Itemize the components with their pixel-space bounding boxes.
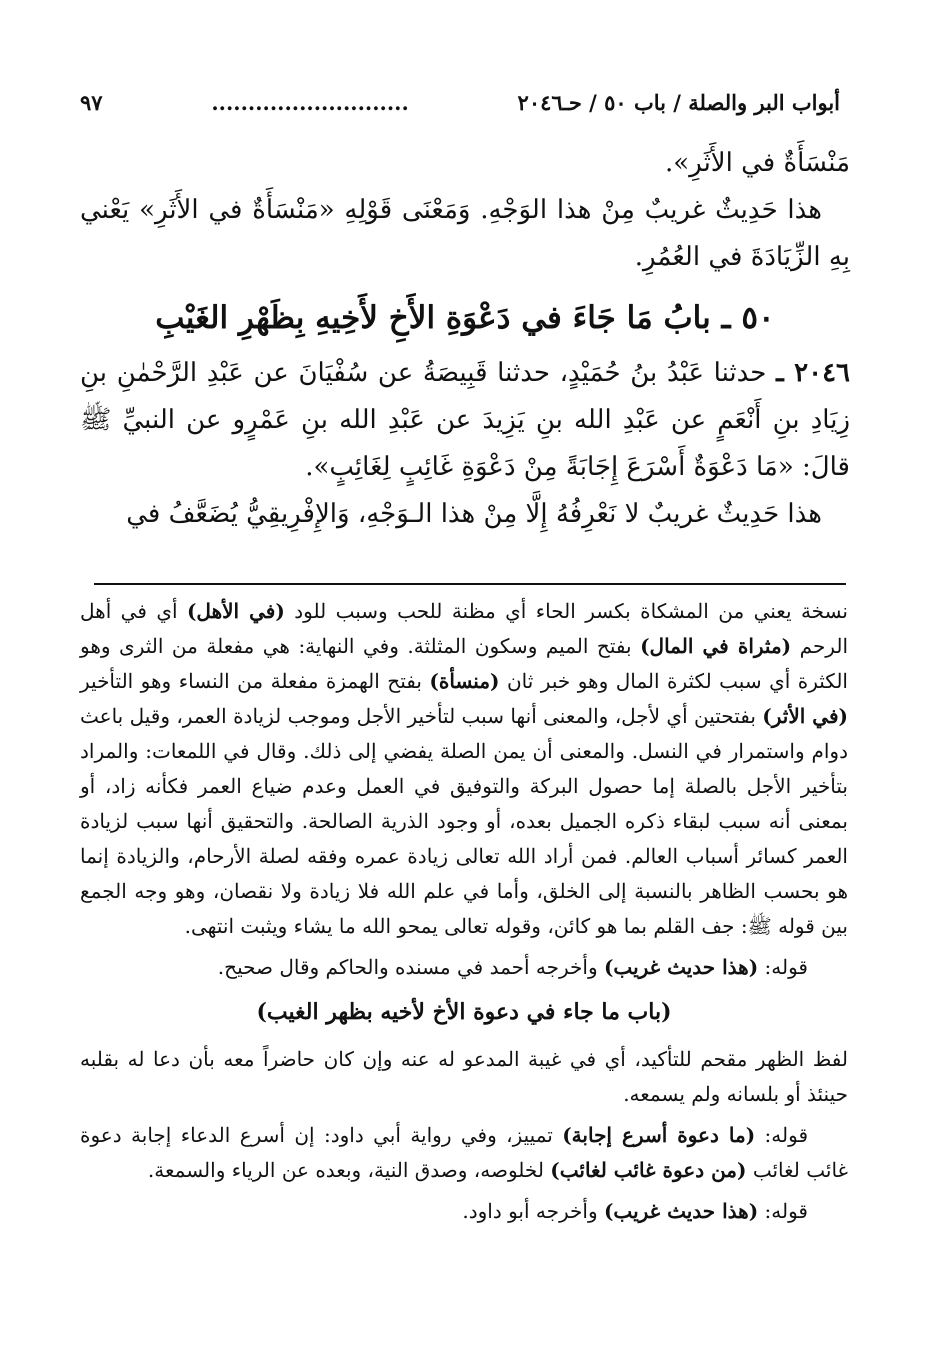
note-text: نسخة يعني من المشكاة بكسر الحاء أي مظنة للحب وسبب للود — [284, 599, 848, 623]
commentary-paragraph — [80, 594, 848, 944]
note-text: وأخرجه أبو داود. — [462, 1199, 604, 1223]
note-quote: (في الأهل) — [186, 599, 285, 623]
footnote-divider — [94, 583, 846, 585]
note-text: أي في أهل الرحم — [80, 599, 848, 658]
commentary-paragraph: لفظ الظهر مقحم للتأكيد، أي في غيبة المدعو له عنه وإن كان حاضراً معه بأن دعا له بقلبه حينئذ أو بلسانه ولم يسمعه. — [80, 1047, 848, 1106]
page-number: ٩٧ — [80, 89, 103, 115]
chapter-title: ٥٠ ـ بابُ مَا جَاءَ في دَعْوَةِ الأَخِ لأَخِيهِ بِظَهْرِ الغَيْبِ — [155, 300, 775, 336]
running-header — [80, 84, 840, 120]
note-text: بفتح الهمزة مفعلة من النساء وهو التأخير — [80, 669, 430, 693]
hadith-text: حدثنا عَبْدُ بنُ حُمَيْدٍ، حدثنا قَبِيصَةُ عن سُفْيَانَ عن عَبْدِ الرَّحْمٰنِ بنِ زِيَادِ بنِ أَنْعَمٍ عن عَبْدِ الله بنِ يَزِيدَ عن عَبْدِ الله بنِ عَمْرٍو عن النبيِّ ﷺ قالَ: «مَا دَعْوَةٌ أَسْرَعَ إِجَابَةً مِنْ دَعْوَةِ غَائِبٍ لِغَائِبٍ». — [80, 358, 850, 482]
note-text: قوله: — [758, 955, 808, 979]
note-text: قوله: — [755, 1123, 809, 1147]
commentary-paragraph — [80, 950, 848, 985]
header-title: أبواب البر والصلة / باب ٥٠ / حـ٢٠٤٦ — [517, 89, 840, 115]
hadith-number: ٢٠٤٦ ـ — [776, 358, 851, 388]
header-leader-dots: ........................... — [211, 89, 409, 115]
main-text — [80, 140, 850, 538]
note-text: تمييز، وفي رواية أبي داود: إن أسرع الدعاء إجابة دعوة غائب لغائب — [80, 1123, 848, 1182]
commentary-paragraph — [80, 1194, 848, 1229]
commentary-chapter-title: (باب ما جاء في دعوة الأخ لأخيه بظهر الغيب) — [256, 999, 672, 1025]
main-paragraph: هذا حَدِيثٌ غريبٌ مِنْ هذا الوَجْهِ. وَمَعْنَى قَوْلِهِ «مَنْسَأَةٌ في الأَثَرِ» يَعْني بِهِ الزِّيَادَةَ في العُمُرِ. — [80, 195, 850, 272]
note-quote: (هذا حديث غريب) — [603, 1199, 759, 1223]
note-quote: (من دعوة غائب لغائب) — [550, 1158, 747, 1182]
main-paragraph: هذا حَدِيثٌ غريبٌ لا نَعْرِفُهُ إِلَّا مِنْ هذا الـوَجْهِ، وَالإِفْرِيقِيُّ يُضَعَّفُ في — [126, 499, 822, 529]
note-text: قوله: — [758, 1199, 808, 1223]
note-quote: (مثراة في المال) — [640, 634, 792, 658]
note-quote: (هذا حديث غريب) — [603, 955, 759, 979]
main-paragraph: مَنْسَأَةٌ في الأَثَرِ». — [665, 148, 850, 178]
commentary-paragraph — [80, 1118, 848, 1188]
note-quote: (في الأثر) — [762, 704, 848, 728]
note-text: بفتحتين أي لأجل، والمعنى أنها سبب لتأخير الأجل وموجب لزيادة العمر، وقيل باعث دوام واستمرار في النسل. والمعنى أن يمن الصلة يفضي إلى ذلك. وقال في اللمعات: والمراد بتأخير الأجل بالصلة إما حصول البركة والتوفيق في العمل وعدم ضياع العمر فكأنه زاد، أو بمعنى أنه سبب لبقاء ذكره الجميل بعده، أو وجود الذرية الصالحة. والتحقيق أنها سبب لزيادة العمر كسائر أسباب العالم. فمن أراد الله تعالى زيادة عمره وفقه لصلة الأرحام، والزيادة إنما هو بحسب الظاهر بالنسبة إلى الخلق، وأما في علم الله فلا زيادة ولا نقصان، وهو وجه الجمع بين قوله ﷺ: جف القلم بما هو كائن، وقوله تعالى يمحو الله ما يشاء ويثبت انتهى. — [80, 704, 848, 938]
note-text: وأخرجه أحمد في مسنده والحاكم وقال صحيح. — [217, 955, 604, 979]
commentary — [80, 594, 848, 1235]
note-text: بفتح الميم وسكون المثلثة. وفي النهاية: هي مفعلة من الثرى وهو الكثرة أي سبب لكثرة المال وهو خبر ثان — [80, 634, 848, 693]
note-text: لخلوصه، وصدق النية، وبعده عن الرياء والسمعة. — [147, 1158, 551, 1182]
hadith-paragraph — [80, 350, 850, 491]
note-quote: (ما دعوة أسرع إجابة) — [562, 1123, 756, 1147]
note-quote: (منسأة) — [429, 669, 500, 693]
